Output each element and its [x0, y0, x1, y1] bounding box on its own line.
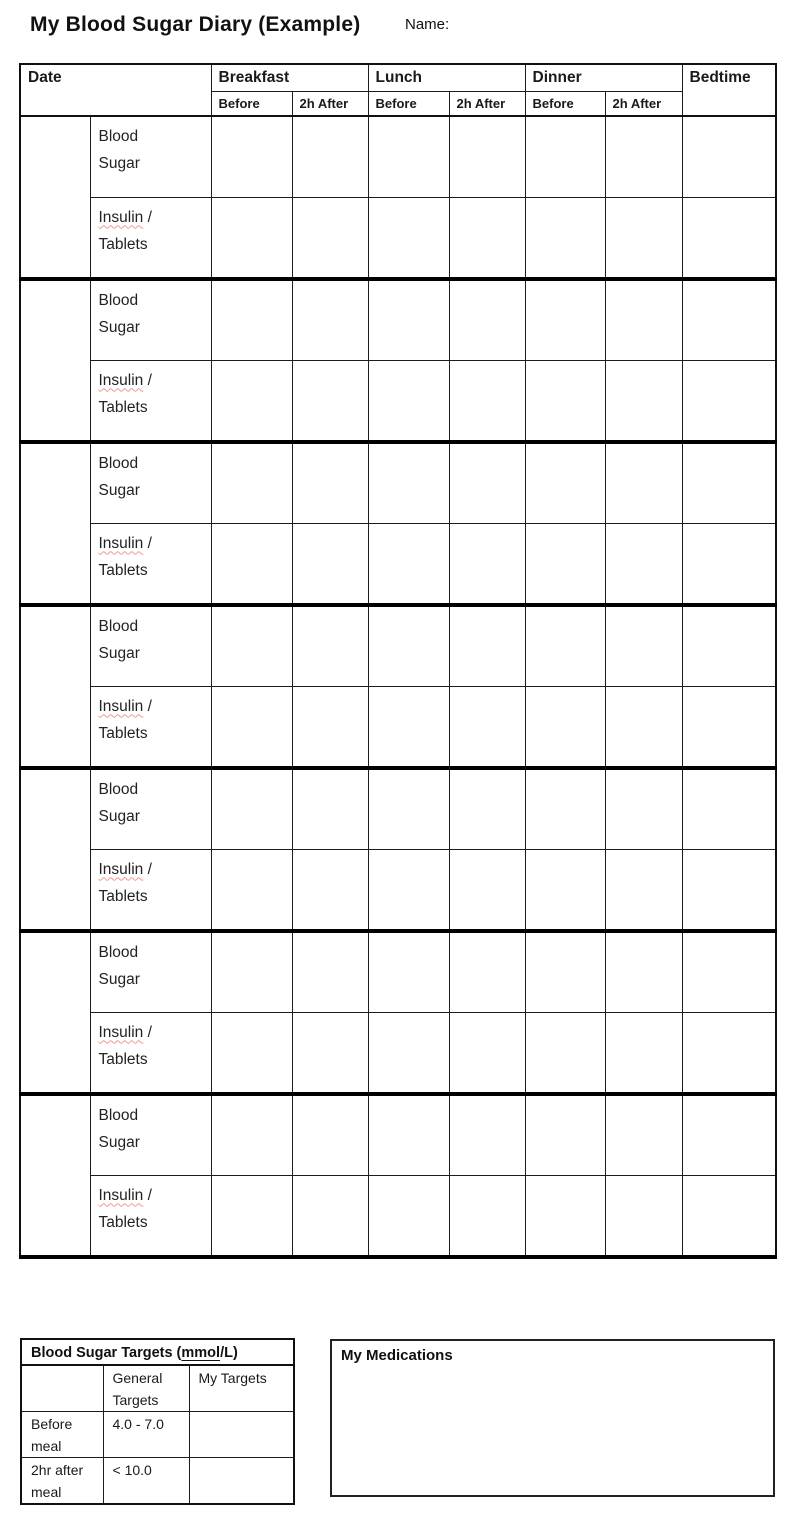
blood-sugar-label-line2: Sugar [98, 1134, 140, 1151]
entry-cell-lunch-before-blood-sugar[interactable] [368, 931, 449, 1012]
entry-cell-breakfast-before-insulin[interactable] [211, 1012, 292, 1094]
col-header-lunch: Lunch [368, 64, 525, 91]
blood-sugar-label-line1: Blood [98, 455, 139, 472]
entry-cell-dinner-after-insulin[interactable] [605, 849, 682, 931]
entry-cell-lunch-before-insulin[interactable] [368, 197, 449, 279]
day-group-blood-sugar-row [20, 605, 776, 686]
entry-cell-lunch-before-insulin[interactable] [368, 849, 449, 931]
entry-cell-breakfast-before-insulin[interactable] [211, 1175, 292, 1257]
blood-sugar-label-line1: Blood [98, 618, 139, 635]
entry-cell-bedtime-blood-sugar[interactable] [682, 442, 776, 523]
targets-title-prefix: Blood Sugar Targets ( [31, 1345, 182, 1361]
col-header-dinner: Dinner [525, 64, 682, 91]
insulin-label-line1 [99, 693, 211, 720]
insulin-word: Insulin [98, 1186, 144, 1204]
blood-sugar-label-line2: Sugar [98, 645, 140, 662]
insulin-slash: / [143, 534, 152, 552]
entry-cell-dinner-before-insulin[interactable] [525, 1012, 605, 1094]
entry-cell-dinner-after-blood-sugar[interactable] [605, 116, 682, 197]
entry-cell-breakfast-before-blood-sugar[interactable] [211, 605, 292, 686]
entry-cell-breakfast-before-blood-sugar[interactable] [211, 116, 292, 197]
entry-cell-breakfast-before-insulin[interactable] [211, 197, 292, 279]
insulin-slash: / [143, 1023, 152, 1041]
entry-cell-lunch-after-blood-sugar[interactable] [449, 279, 525, 360]
entry-cell-breakfast-after-insulin[interactable] [292, 523, 368, 605]
name-label: Name: [405, 16, 450, 33]
entry-cell-breakfast-before-blood-sugar[interactable] [211, 442, 292, 523]
subheader-dinner-after: 2h After [605, 91, 682, 116]
entry-cell-breakfast-after-blood-sugar[interactable] [292, 931, 368, 1012]
col-header-bedtime: Bedtime [682, 64, 776, 116]
entry-cell-dinner-before-insulin[interactable] [525, 523, 605, 605]
insulin-word: Insulin [98, 1023, 144, 1041]
entry-cell-bedtime-insulin[interactable] [682, 849, 776, 931]
entry-cell-dinner-before-blood-sugar[interactable] [525, 442, 605, 523]
insulin-slash: / [143, 1186, 152, 1204]
insulin-label-line1 [99, 367, 211, 394]
entry-cell-lunch-before-blood-sugar[interactable] [368, 116, 449, 197]
entry-cell-lunch-after-blood-sugar[interactable] [449, 605, 525, 686]
blood-sugar-row-label [90, 279, 211, 360]
insulin-slash: / [143, 697, 152, 715]
targets-before-meal-row [21, 1412, 294, 1458]
day-group-blood-sugar-row [20, 931, 776, 1012]
entry-cell-bedtime-insulin[interactable] [682, 523, 776, 605]
date-cell[interactable] [20, 116, 90, 279]
day-group-insulin-row [20, 849, 776, 931]
entry-cell-breakfast-after-insulin[interactable] [292, 1012, 368, 1094]
insulin-label-line2: Tablets [98, 887, 148, 905]
entry-cell-lunch-before-blood-sugar[interactable] [368, 442, 449, 523]
targets-general-line2: Targets [112, 1392, 159, 1408]
entry-cell-lunch-after-insulin[interactable] [449, 1175, 525, 1257]
entry-cell-lunch-after-blood-sugar[interactable] [449, 442, 525, 523]
targets-before-meal-general: 4.0 - 7.0 [103, 1412, 189, 1458]
blood-sugar-row-label [90, 931, 211, 1012]
targets-after-meal-general: < 10.0 [103, 1458, 189, 1505]
insulin-word: Insulin [98, 697, 144, 715]
entry-cell-lunch-after-blood-sugar[interactable] [449, 931, 525, 1012]
blood-sugar-label-line1: Blood [98, 781, 139, 798]
entry-cell-dinner-after-insulin[interactable] [605, 523, 682, 605]
blood-sugar-label-line2: Sugar [98, 971, 140, 988]
blood-sugar-label-line2: Sugar [98, 155, 140, 172]
date-cell[interactable] [20, 279, 90, 442]
page-title: My Blood Sugar Diary (Example) [30, 13, 361, 36]
entry-cell-bedtime-insulin[interactable] [682, 360, 776, 442]
entry-cell-bedtime-blood-sugar[interactable] [682, 931, 776, 1012]
targets-title-unit: mmol [181, 1345, 221, 1361]
targets-after-meal-my[interactable] [189, 1458, 294, 1505]
insulin-slash: / [143, 860, 152, 878]
entry-cell-breakfast-before-blood-sugar[interactable] [211, 1094, 292, 1175]
entry-cell-dinner-after-insulin[interactable] [605, 1175, 682, 1257]
day-group-insulin-row [20, 523, 776, 605]
subheader-dinner-before: Before [525, 91, 605, 116]
medications-title: My Medications [341, 1347, 453, 1364]
targets-header-my: My Targets [189, 1365, 294, 1412]
day-group-insulin-row [20, 197, 776, 279]
blood-sugar-label-line2: Sugar [98, 319, 140, 336]
insulin-word: Insulin [98, 208, 144, 226]
blood-sugar-row-label [90, 442, 211, 523]
date-cell[interactable] [20, 768, 90, 931]
entry-cell-dinner-after-insulin[interactable] [605, 686, 682, 768]
entry-cell-lunch-before-blood-sugar[interactable] [368, 1094, 449, 1175]
entry-cell-breakfast-after-blood-sugar[interactable] [292, 1094, 368, 1175]
insulin-slash: / [143, 208, 152, 226]
blood-sugar-row-label [90, 605, 211, 686]
subheader-lunch-before: Before [368, 91, 449, 116]
entry-cell-dinner-after-blood-sugar[interactable] [605, 442, 682, 523]
date-cell[interactable] [20, 1094, 90, 1257]
blood-sugar-label-line1: Blood [98, 292, 139, 309]
entry-cell-dinner-after-blood-sugar[interactable] [605, 279, 682, 360]
date-cell[interactable] [20, 442, 90, 605]
insulin-tablets-row-label [90, 686, 211, 768]
blood-sugar-label-line2: Sugar [98, 482, 140, 499]
entry-cell-bedtime-blood-sugar[interactable] [682, 116, 776, 197]
insulin-label-line2: Tablets [98, 724, 148, 742]
insulin-label-line2: Tablets [98, 235, 148, 253]
entry-cell-breakfast-before-insulin[interactable] [211, 686, 292, 768]
entry-cell-bedtime-insulin[interactable] [682, 1175, 776, 1257]
subheader-breakfast-after: 2h After [292, 91, 368, 116]
insulin-label-line2: Tablets [98, 1050, 148, 1068]
entry-cell-dinner-after-blood-sugar[interactable] [605, 768, 682, 849]
date-cell[interactable] [20, 931, 90, 1094]
day-group-blood-sugar-row [20, 768, 776, 849]
entry-cell-dinner-after-insulin[interactable] [605, 360, 682, 442]
entry-cell-breakfast-before-insulin[interactable] [211, 523, 292, 605]
insulin-label-line2: Tablets [98, 561, 148, 579]
entry-cell-bedtime-blood-sugar[interactable] [682, 279, 776, 360]
subheader-breakfast-before: Before [211, 91, 292, 116]
targets-title-suffix: /L) [220, 1345, 238, 1361]
entry-cell-breakfast-before-blood-sugar[interactable] [211, 279, 292, 360]
insulin-tablets-row-label [90, 523, 211, 605]
name-value-area[interactable] [455, 14, 755, 36]
entry-cell-dinner-after-insulin[interactable] [605, 1012, 682, 1094]
day-group-blood-sugar-row [20, 116, 776, 197]
insulin-word: Insulin [98, 860, 144, 878]
entry-cell-dinner-before-blood-sugar[interactable] [525, 279, 605, 360]
blood-sugar-row-label [90, 116, 211, 197]
day-group-insulin-row [20, 686, 776, 768]
entry-cell-breakfast-after-insulin[interactable] [292, 849, 368, 931]
blood-sugar-label-line1: Blood [98, 1107, 139, 1124]
blood-sugar-row-label [90, 768, 211, 849]
day-group-blood-sugar-row [20, 442, 776, 523]
insulin-word: Insulin [98, 534, 144, 552]
entry-cell-dinner-before-insulin[interactable] [525, 849, 605, 931]
entry-cell-dinner-before-blood-sugar[interactable] [525, 605, 605, 686]
entry-cell-lunch-after-insulin[interactable] [449, 1012, 525, 1094]
col-header-breakfast: Breakfast [211, 64, 368, 91]
entry-cell-lunch-after-blood-sugar[interactable] [449, 116, 525, 197]
blood-sugar-label-line1: Blood [98, 128, 139, 145]
insulin-tablets-row-label [90, 197, 211, 279]
blood-sugar-targets-table [20, 1338, 295, 1505]
targets-after-meal-label: 2hr after meal [21, 1458, 103, 1505]
entry-cell-lunch-after-insulin[interactable] [449, 686, 525, 768]
entry-cell-lunch-after-insulin[interactable] [449, 523, 525, 605]
blood-sugar-label-line1: Blood [98, 944, 139, 961]
entry-cell-lunch-before-blood-sugar[interactable] [368, 279, 449, 360]
day-group-insulin-row [20, 1175, 776, 1257]
insulin-label-line1 [99, 856, 211, 883]
entry-cell-dinner-after-insulin[interactable] [605, 197, 682, 279]
diary-header-row [20, 64, 776, 91]
entry-cell-breakfast-after-blood-sugar[interactable] [292, 768, 368, 849]
insulin-label-line1 [99, 530, 211, 557]
entry-cell-breakfast-after-blood-sugar[interactable] [292, 279, 368, 360]
entry-cell-bedtime-blood-sugar[interactable] [682, 768, 776, 849]
entry-cell-dinner-before-blood-sugar[interactable] [525, 116, 605, 197]
insulin-label-line1 [99, 1019, 211, 1046]
insulin-tablets-row-label [90, 1175, 211, 1257]
entry-cell-breakfast-before-blood-sugar[interactable] [211, 768, 292, 849]
entry-cell-lunch-before-insulin[interactable] [368, 360, 449, 442]
entry-cell-breakfast-after-blood-sugar[interactable] [292, 605, 368, 686]
entry-cell-dinner-before-blood-sugar[interactable] [525, 1094, 605, 1175]
targets-after-meal-row [21, 1458, 294, 1505]
entry-cell-lunch-before-insulin[interactable] [368, 523, 449, 605]
insulin-label-line2: Tablets [98, 398, 148, 416]
entry-cell-dinner-before-insulin[interactable] [525, 360, 605, 442]
entry-cell-bedtime-blood-sugar[interactable] [682, 605, 776, 686]
targets-before-meal-my[interactable] [189, 1412, 294, 1458]
targets-general-line1: General [112, 1370, 163, 1386]
targets-header-row [21, 1365, 294, 1412]
day-group-insulin-row [20, 1012, 776, 1094]
targets-title-row [21, 1339, 294, 1365]
insulin-label-line2: Tablets [98, 1213, 148, 1231]
entry-cell-dinner-before-blood-sugar[interactable] [525, 931, 605, 1012]
entry-cell-breakfast-after-blood-sugar[interactable] [292, 442, 368, 523]
entry-cell-breakfast-after-insulin[interactable] [292, 360, 368, 442]
day-group-blood-sugar-row [20, 279, 776, 360]
entry-cell-bedtime-insulin[interactable] [682, 686, 776, 768]
entry-cell-dinner-before-insulin[interactable] [525, 686, 605, 768]
col-header-date: Date [20, 64, 211, 116]
insulin-tablets-row-label [90, 1012, 211, 1094]
day-group-insulin-row [20, 360, 776, 442]
insulin-word: Insulin [98, 371, 144, 389]
subheader-lunch-after: 2h After [449, 91, 525, 116]
entry-cell-bedtime-insulin[interactable] [682, 197, 776, 279]
entry-cell-bedtime-insulin[interactable] [682, 1012, 776, 1094]
entry-cell-dinner-before-blood-sugar[interactable] [525, 768, 605, 849]
diary-table [19, 63, 777, 1259]
entry-cell-breakfast-before-insulin[interactable] [211, 849, 292, 931]
targets-header-general [103, 1365, 189, 1412]
entry-cell-dinner-before-insulin[interactable] [525, 197, 605, 279]
entry-cell-breakfast-after-insulin[interactable] [292, 197, 368, 279]
blood-sugar-row-label [90, 1094, 211, 1175]
blood-sugar-label-line2: Sugar [98, 808, 140, 825]
medications-box [330, 1339, 775, 1497]
entry-cell-lunch-after-insulin[interactable] [449, 197, 525, 279]
entry-cell-lunch-after-blood-sugar[interactable] [449, 768, 525, 849]
date-cell[interactable] [20, 605, 90, 768]
insulin-label-line1 [99, 204, 211, 231]
entry-cell-bedtime-blood-sugar[interactable] [682, 1094, 776, 1175]
entry-cell-breakfast-before-insulin[interactable] [211, 360, 292, 442]
entry-cell-breakfast-after-blood-sugar[interactable] [292, 116, 368, 197]
targets-table-title [21, 1339, 294, 1365]
entry-cell-breakfast-after-insulin[interactable] [292, 686, 368, 768]
entry-cell-dinner-before-insulin[interactable] [525, 1175, 605, 1257]
entry-cell-lunch-before-blood-sugar[interactable] [368, 605, 449, 686]
entry-cell-breakfast-after-insulin[interactable] [292, 1175, 368, 1257]
entry-cell-breakfast-before-blood-sugar[interactable] [211, 931, 292, 1012]
insulin-slash: / [143, 371, 152, 389]
entry-cell-dinner-after-blood-sugar[interactable] [605, 605, 682, 686]
insulin-tablets-row-label [90, 360, 211, 442]
entry-cell-lunch-before-insulin[interactable] [368, 1175, 449, 1257]
medications-entry-area[interactable] [332, 1364, 773, 1484]
entry-cell-lunch-after-insulin[interactable] [449, 360, 525, 442]
insulin-label-line1 [99, 1182, 211, 1209]
entry-cell-lunch-before-blood-sugar[interactable] [368, 768, 449, 849]
entry-cell-dinner-after-blood-sugar[interactable] [605, 931, 682, 1012]
entry-cell-dinner-after-blood-sugar[interactable] [605, 1094, 682, 1175]
insulin-tablets-row-label [90, 849, 211, 931]
targets-header-empty [21, 1365, 103, 1412]
day-group-blood-sugar-row [20, 1094, 776, 1175]
entry-cell-lunch-after-blood-sugar[interactable] [449, 1094, 525, 1175]
entry-cell-lunch-after-insulin[interactable] [449, 849, 525, 931]
entry-cell-lunch-before-insulin[interactable] [368, 686, 449, 768]
targets-before-meal-label: Before meal [21, 1412, 103, 1458]
entry-cell-lunch-before-insulin[interactable] [368, 1012, 449, 1094]
